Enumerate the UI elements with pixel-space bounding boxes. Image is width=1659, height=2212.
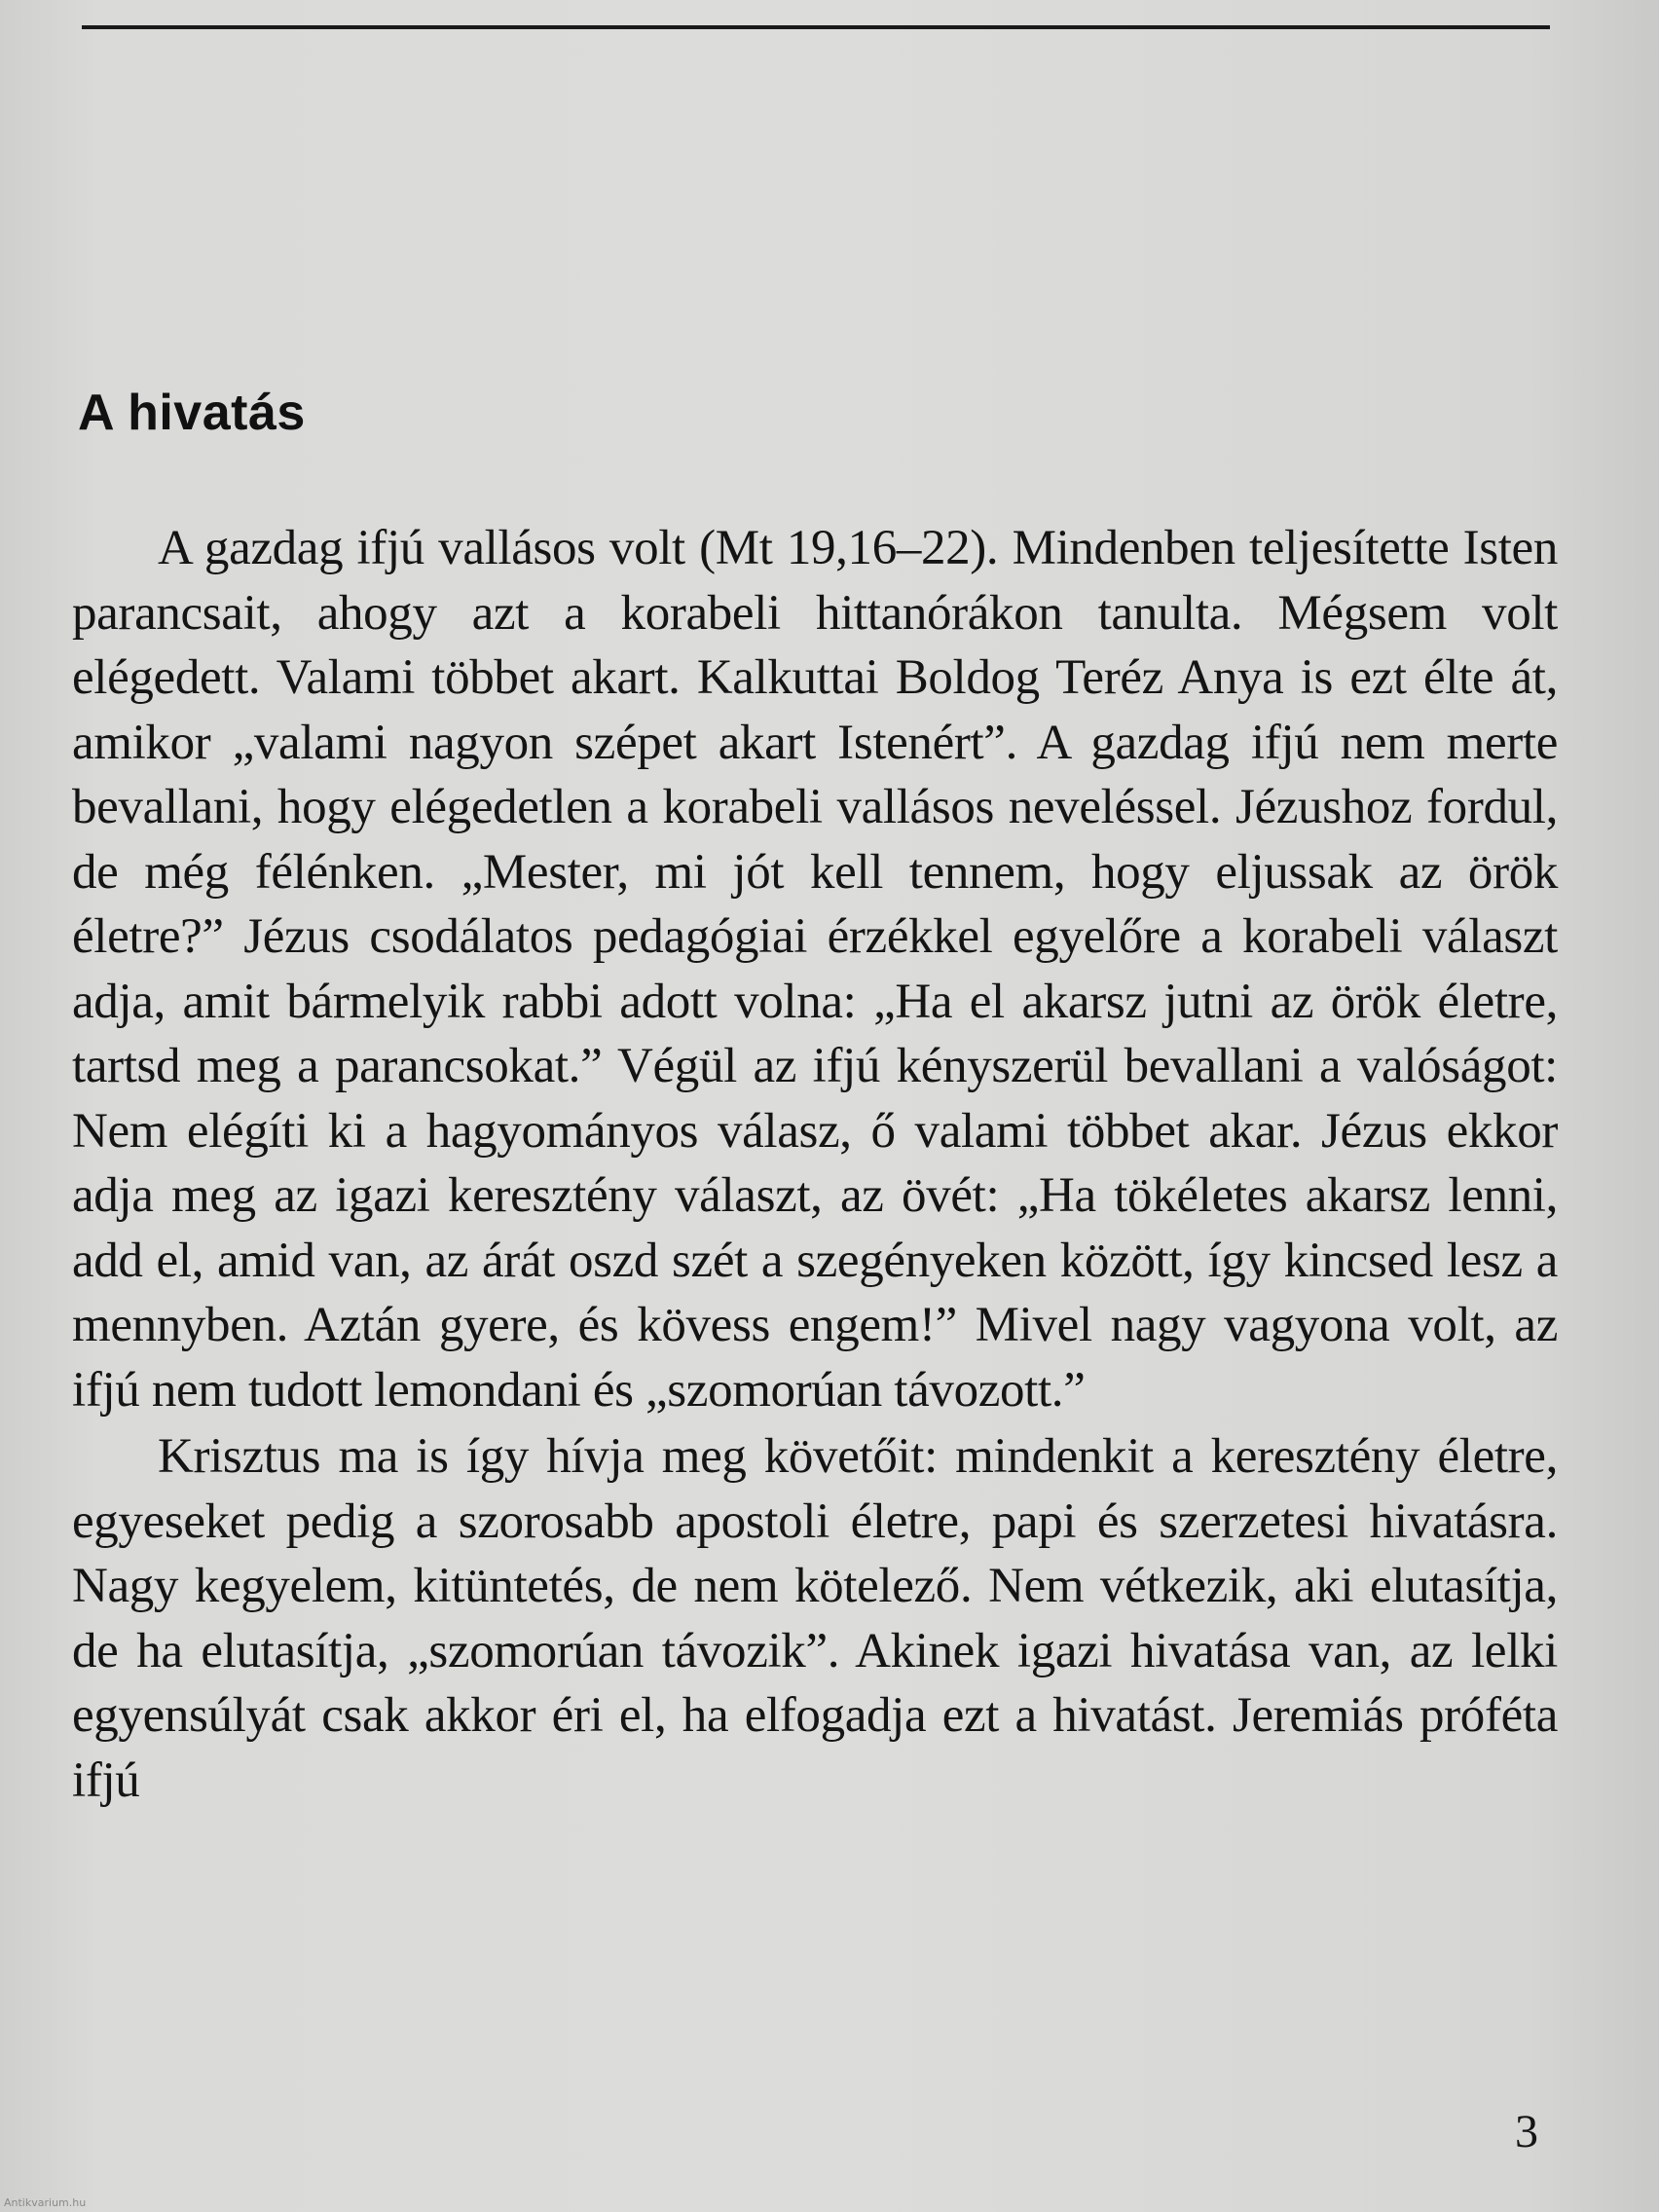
paragraph-1: A gazdag ifjú vallásos volt (Mt 19,16–22). Mindenben teljesítette Isten parancsait, ahogy azt a korabeli hittanórákon tanulta. Mégsem volt elégedett. Valami többet akart. Kalkuttai Boldog Teréz Anya is ezt élte át, amikor „valami nagyon szépet akart Istenért”. A gazdag ifjú nem merte bevallani, hogy elégedetlen a korabeli vallásos neveléssel. Jézushoz fordul, de még félénken. „Mester, mi jót kell tennem, hogy eljussak az örök életre?” Jézus csodálatos pedagógiai érzékkel egyelőre a korabeli választ adja, amit bármelyik rabbi adott volna: „Ha el akarsz jutni az örök életre, tartsd meg a parancsokat.” Végül az ifjú kényszerül bevallani a valóságot: Nem elégíti ki a hagyományos válasz, ő valami többet akar. Jézus ekkor adja meg az igazi keresztény választ, az övét: „Ha tökéletes akarsz lenni, add el, amid van, az árát oszd szét a szegényeken között, így kincsed lesz a mennyben. Aztán gyere, és kövess engem!” Mivel nagy vagyona volt, az ifjú nem tudott lemondani és „szomorúan távozott.” [72, 521, 1558, 1418]
header-rule [82, 25, 1550, 29]
section-heading: A hivatás [78, 385, 306, 441]
paragraph-2: Krisztus ma is így hívja meg követőit: mindenkit a keresztény életre, egyeseket pedig a szorosabb apostoli életre, papi és szerzetesi hivatásra. Nagy kegyelem, kitüntetés, de nem kötelező. Nem vétkezik, aki elutasítja, de ha elutasítja, „szomorúan távozik”. Akinek igazi hivatása van, az lelki egyensúlyát csak akkor éri el, ha elfogadja ezt a hivatást. Jeremiás próféta ifjú [72, 1429, 1558, 1808]
body-text [72, 516, 1558, 1815]
watermark: Antikvarium.hu [4, 2196, 87, 2209]
page-number: 3 [1515, 2106, 1538, 2157]
